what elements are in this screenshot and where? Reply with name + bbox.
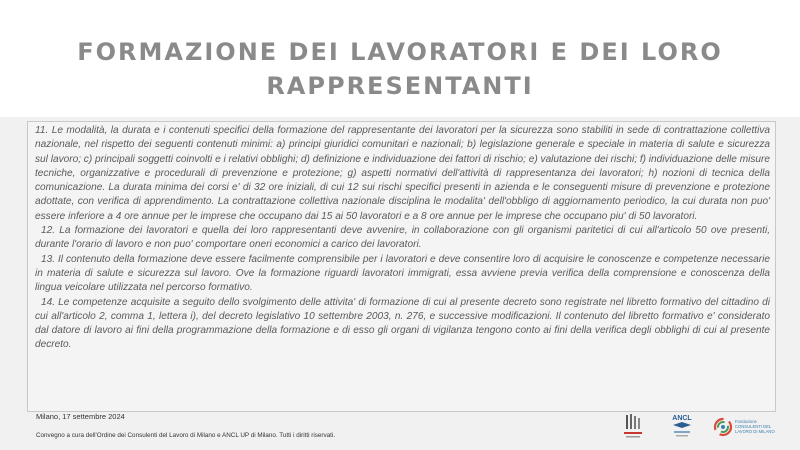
- slide-title-line2: RAPPRESENTANTI: [266, 72, 534, 100]
- paragraph-14: 14. Le competenze acquisite a seguito dello svolgimento delle attivita' di formazione di cui al presente decreto sono registrate nel libretto formativo del cittadino di cui all'articolo 2, comma 1, lettera i), del decreto legislativo 10 settembre 2003, n. 276, e successive modificazioni. Il contenuto del libretto formativo e' considerato dal datore di lavoro ai fini della programmazione della formazione e di esso gli organi di vigilanza tengono conto ai fini della verifica degli obblighi di cui al presente decreto.: [35, 296, 770, 351]
- logo-fondazione-text: Fondazione CONSULENTI DEL LAVORO DI MILANO: [735, 419, 775, 434]
- slide-header: [0, 0, 800, 117]
- fondazione-ring-icon: [712, 413, 736, 443]
- footer-credits: Convegno a cura dell'Ordine dei Consulenti del Lavoro di Milano e ANCL UP di Milano. Tutti i diritti riservati.: [36, 432, 336, 439]
- paragraph-12: 12. La formazione dei lavoratori e quella dei loro rappresentanti deve avvenire, in collaborazione con gli organismi paritetici di cui all'articolo 50 ove presenti, durante l'orario di lavoro e non puo' comportare oneri economici a carico dei lavoratori.: [35, 225, 770, 251]
- logo-ancl-icon: [665, 408, 699, 442]
- place-date: Milano, 17 settembre 2024: [36, 412, 125, 421]
- slide-title-line1: FORMAZIONE DEI LAVORATORI E DEI LORO: [77, 38, 723, 66]
- article-text: [35, 124, 770, 353]
- logo-ordine-icon: [620, 412, 646, 440]
- logo-fondazione: [712, 413, 784, 443]
- paragraph-13: 13. Il contenuto della formazione deve essere facilmente comprensibile per i lavoratori e deve consentire loro di acquisire le conoscenze e competenze necessarie in materia di salute e sicurezza sul lavoro. Ove la formazione riguardi lavoratori immigrati, essa avviene previa verifica della comprensione e conoscenza della lingua veicolare utilizzata nel percorso formativo.: [35, 253, 770, 294]
- paragraph-11: 11. Le modalità, la durata e i contenuti specifici della formazione del rappresentante dei lavoratori per la sicurezza sono stabiliti in sede di contrattazione collettiva nazionale, nel rispetto dei seguenti contenuti minimi: a) principi giuridici comunitari e nazionali; b) legislazione generale e speciale in materia di salute e sicurezza sul lavoro; c) principali soggetti coinvolti e i relativi obblighi; d) definizione e individuazione dei fattori di rischio; e) valutazione dei rischi; f) individuazione delle misure tecniche, organizzative e procedurali di prevenzione e protezione; g) aspetti normativi dell'attività di rappresentanza dei lavoratori; h) nozioni di tecnica della comunicazione. La durata minima dei corsi e' di 32 ore iniziali, di cui 12 sui rischi specifici presenti in azienda e le conseguenti misure di prevenzione e protezione adottate, con verifica di apprendimento. La contrattazione collettiva nazionale disciplina le modalita' dell'obbligo di aggiornamento periodico, la cui durata non puo' essere inferiore a 4 ore annue per le imprese che occupano dai 15 ai 50 lavoratori e a 8 ore annue per le imprese che occupano piu' di 50 lavoratori.: [35, 125, 770, 222]
- logo-ancl-text: ANCL: [672, 415, 692, 422]
